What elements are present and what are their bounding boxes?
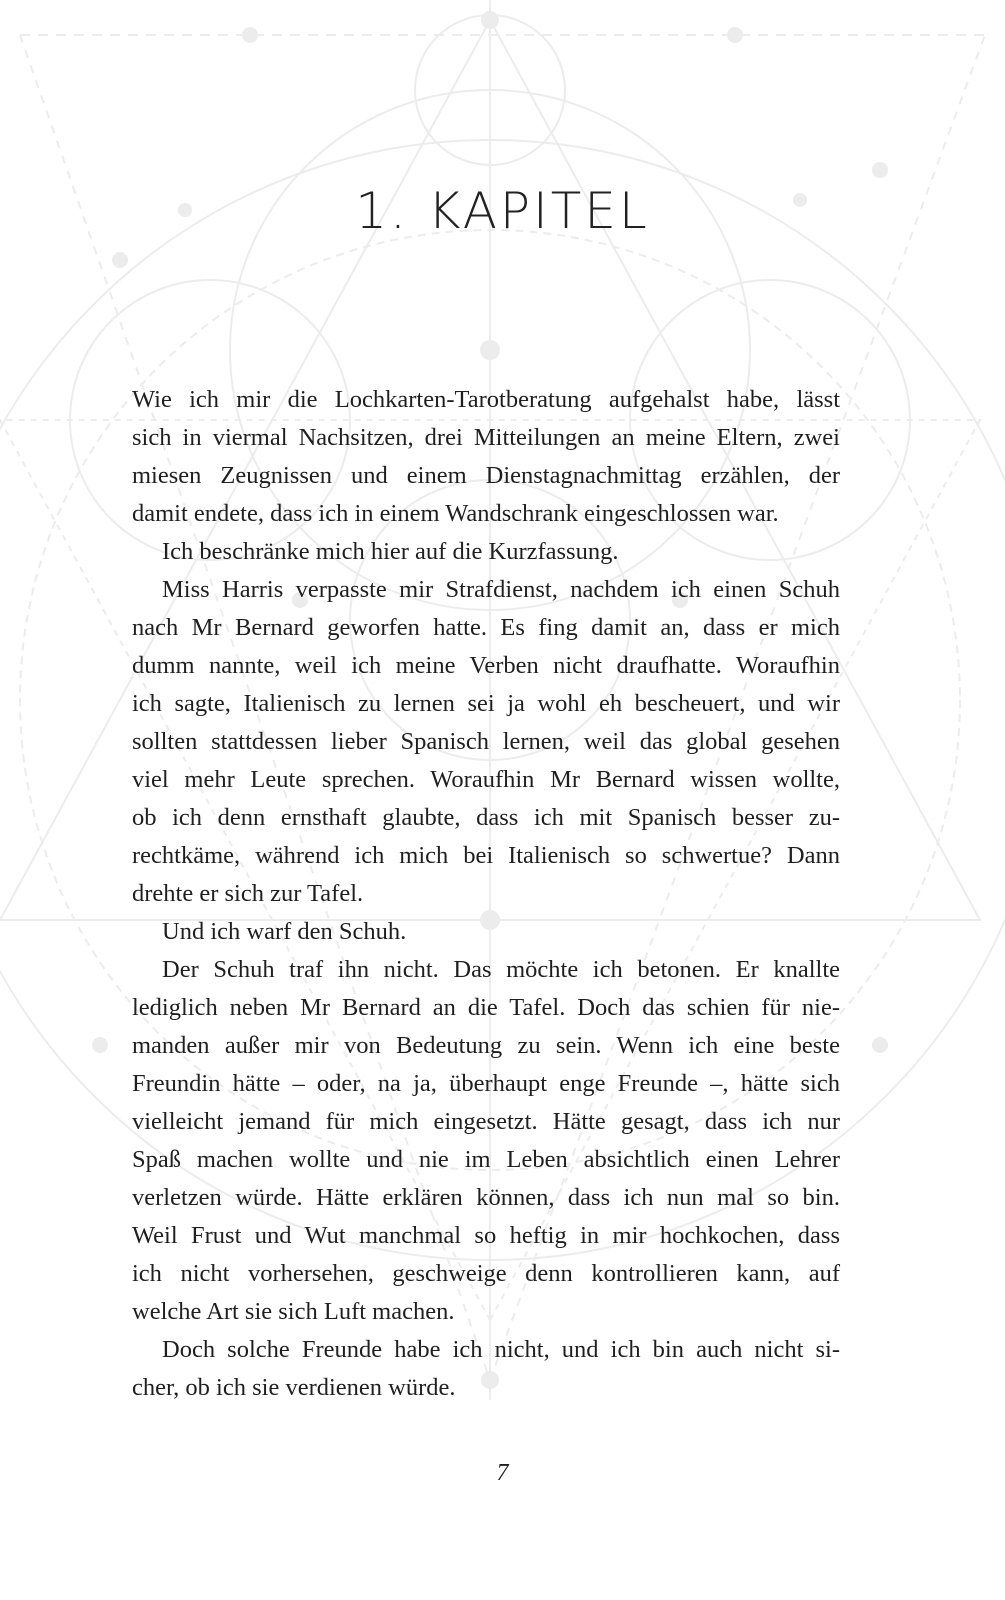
text-line: lediglich neben Mr Bernard an die Tafel. Doch das schien für nie-: [132, 994, 840, 1021]
text-line: cher, ob ich sie verdienen würde.: [132, 1374, 456, 1401]
text-line: miesen Zeugnissen und einem Dienstagnachmittag erzählen, der: [132, 462, 840, 489]
text-line: Und ich warf den Schuh.: [162, 918, 407, 945]
text-line: welche Art sie sich Luft machen.: [132, 1298, 455, 1325]
chapter-body-text: [132, 381, 840, 1407]
text-line: viel mehr Leute sprechen. Woraufhin Mr Bernard wissen wollte,: [132, 766, 840, 793]
text-line: damit endete, dass ich in einem Wandschrank eingeschlossen war.: [132, 500, 779, 527]
page-number: 7: [496, 1460, 509, 1486]
text-line: ich sagte, Italienisch zu lernen sei ja wohl eh bescheuert, und wir: [132, 690, 840, 717]
text-line: sich in viermal Nachsitzen, drei Mitteilungen an meine Eltern, zwei: [132, 424, 840, 451]
text-line: ich nicht vorhersehen, geschweige denn kontrollieren kann, auf: [132, 1260, 840, 1287]
text-line: rechtkäme, während ich mich bei Italienisch so schwertue? Dann: [132, 842, 840, 869]
text-line: nach Mr Bernard geworfen hatte. Es fing damit an, dass er mich: [132, 614, 840, 641]
text-line: drehte er sich zur Tafel.: [132, 880, 364, 907]
text-line: Miss Harris verpasste mir Strafdienst, nachdem ich einen Schuh: [162, 576, 840, 603]
chapter-title: 1. KAPITEL: [355, 182, 650, 240]
text-line: Spaß machen wollte und nie im Leben absichtlich einen Lehrer: [132, 1146, 840, 1173]
text-line: Wie ich mir die Lochkarten-Tarotberatung aufgehalst habe, lässt: [132, 386, 840, 413]
text-line: Doch solche Freunde habe ich nicht, und ich bin auch nicht si-: [162, 1336, 840, 1363]
paragraph: [132, 571, 840, 913]
text-line: Der Schuh traf ihn nicht. Das möchte ich betonen. Er knallte: [162, 956, 840, 983]
text-line: manden außer mir von Bedeutung zu sein. Wenn ich eine beste: [132, 1032, 840, 1059]
text-line: dumm nannte, weil ich meine Verben nicht draufhatte. Woraufhin: [132, 652, 840, 679]
paragraph: [132, 381, 840, 533]
paragraph: [132, 533, 840, 571]
text-line: vielleicht jemand für mich eingesetzt. Hätte gesagt, dass ich nur: [132, 1108, 840, 1135]
text-line: ob ich denn ernsthaft glaubte, dass ich mit Spanisch besser zu-: [132, 804, 840, 831]
text-line: Freundin hätte – oder, na ja, überhaupt enge Freunde –, hätte sich: [132, 1070, 840, 1097]
paragraph: [132, 1331, 840, 1407]
text-line: Ich beschränke mich hier auf die Kurzfassung.: [162, 538, 619, 565]
paragraph: [132, 951, 840, 1331]
text-line: verletzen würde. Hätte erklären können, dass ich nun mal so bin.: [132, 1184, 840, 1211]
text-line: sollten stattdessen lieber Spanisch lernen, weil das global gesehen: [132, 728, 840, 755]
text-line: Weil Frust und Wut manchmal so heftig in mir hochkochen, dass: [132, 1222, 840, 1249]
paragraph: [132, 913, 840, 951]
